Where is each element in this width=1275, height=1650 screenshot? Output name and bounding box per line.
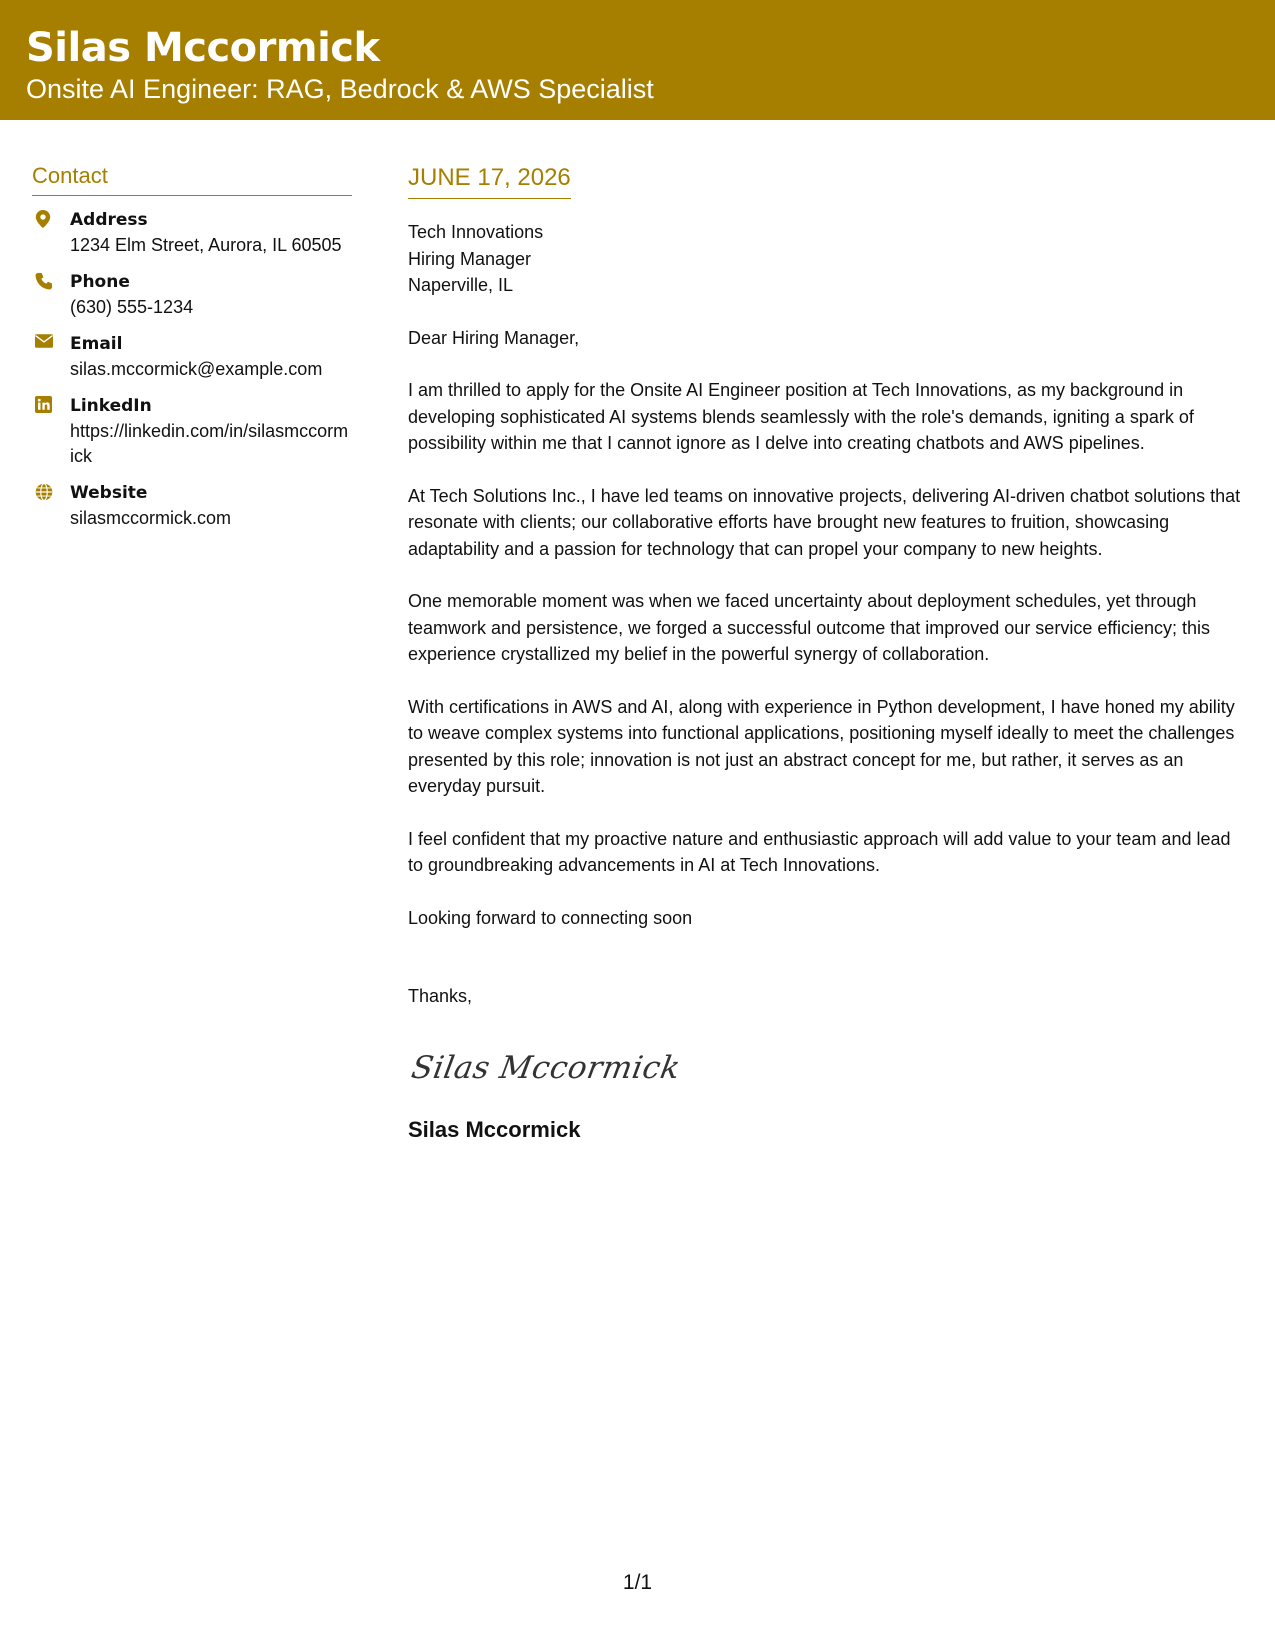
linkedin-label: LinkedIn [70,396,152,416]
body-paragraph-1: I am thrilled to apply for the Onsite AI Engineer position at Tech Innovations, as my background in developing sophisticated AI systems blends seamlessly with the role's demands, igniting a spark of possibility within me that I cannot ignore as I delve into creating chatbots and AWS pipelines. [408,380,1194,453]
letter-body [408,162,1246,1144]
contact-item-website [32,481,352,531]
recipient-location: Naperville, IL [408,275,514,295]
contact-item-linkedin [32,394,352,469]
website-label: Website [70,483,148,503]
closing-line: Looking forward to connecting soon [408,907,693,928]
sign-off: Thanks, [408,986,473,1006]
recipient-block [408,219,1246,299]
contact-list [32,208,352,531]
recipient-company: Tech Innovations [408,222,544,242]
address-value: 1234 Elm Street, Aurora, IL 60505 [70,235,342,255]
phone-value[interactable]: (630) 555-1234 [70,297,194,317]
address-label: Address [70,210,148,230]
applicant-name: Silas Mccormick [26,25,380,71]
page-number: 1/1 [622,1571,653,1594]
contact-item-phone [32,270,352,320]
contact-sidebar [32,162,352,543]
phone-label: Phone [70,272,130,292]
recipient-title: Hiring Manager [408,248,532,269]
body-paragraph-5: I feel confident that my proactive nature and enthusiastic approach will add value to your team and lead to groundbreaking advancements in AI at Tech Innovations. [408,828,1231,875]
linkedin-icon [32,394,70,413]
website-value[interactable]: silasmccormick.com [70,508,232,528]
linkedin-value[interactable]: https://linkedin.com/in/silasmccormick [70,421,349,466]
email-label: Email [70,334,123,354]
contact-section-title: Contact [32,162,352,196]
letter-date: JUNE 17, 2026 [408,162,571,199]
body-paragraph-3: One memorable moment was when we faced uncertainty about deployment schedules, yet through teamwork and persistence, we forged a successful outcome that improved our service efficiency; this experience crystallized my belief in the powerful synergy of collaboration. [408,591,1211,664]
handwritten-signature: Silas Mccormick [408,1049,684,1086]
phone-icon [32,270,70,290]
body-paragraph-4: With certifications in AWS and AI, along with experience in Python development, I have honed my ability to weave complex systems into functional applications, positioning myself ideally to meet the challenges presented by this role; innovation is not just an abstract concept for me, but rather, it serves as an everyday pursuit. [408,696,1235,796]
contact-item-email [32,332,352,382]
globe-icon [32,481,70,501]
body-paragraph-2: At Tech Solutions Inc., I have led teams on innovative projects, delivering AI-driven chatbot solutions that resonate with clients; our collaborative efforts have brought new features to fruition, showcasing adaptability and a passion for technology that can propel your company to new heights. [408,485,1241,559]
email-value[interactable]: silas.mccormick@example.com [70,359,323,379]
salutation: Dear Hiring Manager, [408,327,580,348]
job-title: Onsite AI Engineer: RAG, Bedrock & AWS Specialist [26,74,654,104]
signer-name: Silas Mccormick [408,1116,581,1142]
contact-item-address [32,208,352,258]
header-banner [0,0,1275,120]
map-pin-icon [32,208,70,228]
email-icon [32,332,70,348]
